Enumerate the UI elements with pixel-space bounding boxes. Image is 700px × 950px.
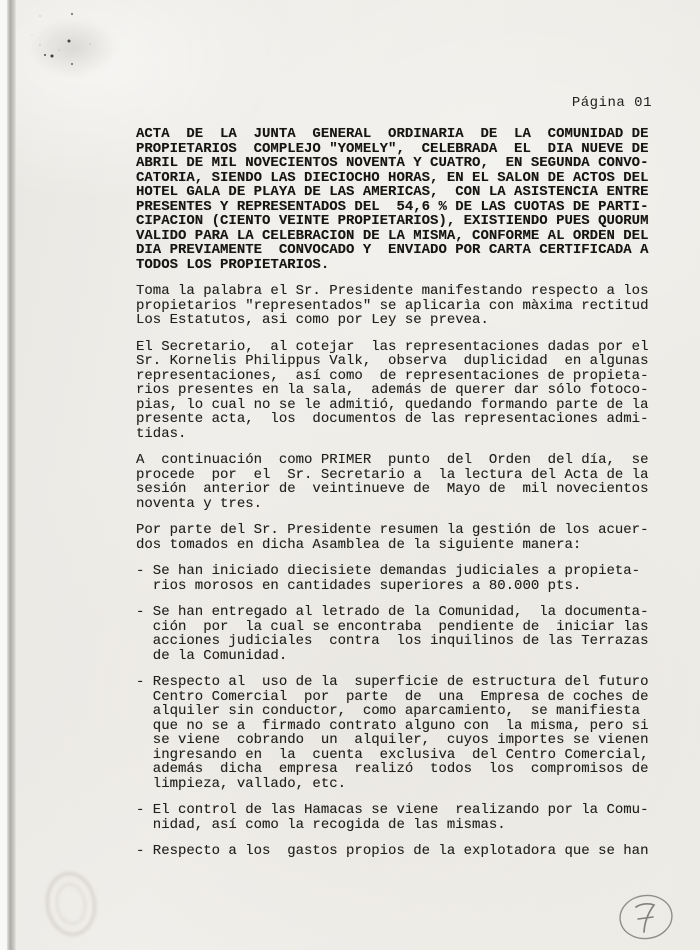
document-line: ACTA DE LA JUNTA GENERAL ORDINARIA DE LA COMUNIDAD DE bbox=[136, 126, 649, 142]
document-line: procede por el Sr. Secretario a la lectura del Acta de la bbox=[136, 466, 649, 483]
document-line: ción por la cual se encontraba pendiente de iniciar las bbox=[136, 618, 649, 635]
document-line: DIA PREVIAMENTE CONVOCADO Y ENVIADO POR CARTA CERTIFICADA A bbox=[136, 242, 649, 258]
document-line: acciones judiciales contra los inquilinos de las Terrazas bbox=[136, 633, 649, 649]
presidente-statement bbox=[136, 284, 652, 328]
document-line: - Se han iniciado diecisiete demandas judiciales a propieta- bbox=[136, 563, 641, 579]
bullet-item-centro-comercial bbox=[136, 675, 652, 791]
document-line: nidad, así como la recogida de las mismas. bbox=[136, 816, 506, 833]
primer-punto bbox=[136, 453, 652, 511]
document-line: presente acta, los documentos de las representaciones admi- bbox=[136, 411, 649, 427]
document-line: Por parte del Sr. Presidente resumen la gestión de los acuer- bbox=[136, 522, 649, 538]
document-line: pias, lo cual no se le admitió, quedando formando parte de la bbox=[136, 396, 649, 413]
document-line: alquiler sin conductor, como aparcamiento, se manifiesta bbox=[136, 703, 641, 719]
pencil-circle bbox=[618, 892, 675, 941]
bullet-item-hamacas bbox=[136, 803, 652, 832]
document-line: El Secretario, al cotejar las representaciones dadas por el bbox=[136, 338, 649, 355]
bullet-item-letrado bbox=[136, 605, 652, 663]
secretario-statement bbox=[136, 340, 652, 442]
document-line: ingresando en la cuenta exclusiva del Centro Comercial, bbox=[136, 746, 649, 763]
bullet-item-demandas bbox=[136, 564, 652, 593]
scanner-bed-strip bbox=[0, 0, 7, 950]
document-line: limpieza, vallado, etc. bbox=[136, 775, 347, 792]
document-line: tidas. bbox=[136, 425, 187, 442]
document-line: representaciones, así como de representaciones de propieta- bbox=[136, 367, 649, 384]
document-line: - El control de las Hamacas se viene realizando por la Comu- bbox=[136, 802, 649, 818]
corner-smudge bbox=[28, 18, 118, 78]
document-line: además dicha empresa realizó todos los compromisos de bbox=[136, 761, 649, 777]
document-body bbox=[136, 127, 652, 859]
page-edge-shadow bbox=[7, 0, 16, 950]
document-line: Sr. Kornelis Philippus Valk, observa duplicidad en algunas bbox=[136, 353, 649, 369]
embossed-stamp bbox=[42, 869, 100, 939]
document-line: Centro Comercial por parte de una Empresa de coches de bbox=[136, 688, 649, 705]
gestion-resumen bbox=[136, 523, 652, 552]
document-line: noventa y tres. bbox=[136, 495, 263, 512]
document-line: VALIDO PARA LA CELEBRACION DE LA MISMA, CONFORME AL ORDEN DEL bbox=[136, 227, 649, 244]
document-line: PROPIETARIOS COMPLEJO "YOMELY", CELEBRADA EL DIA NUEVE DE bbox=[136, 140, 649, 157]
document-line: dos tomados en dicha Asamblea de la siguiente manera: bbox=[136, 536, 582, 553]
document-line: propietarios "representados" se aplicarìa con màxima rectitud bbox=[136, 297, 649, 314]
document-line: - Respecto al uso de la superficie de estructura del futuro bbox=[136, 674, 649, 690]
document-line: CIPACION (CIENTO VEINTE PROPIETARIOS), EXISTIENDO PUES QUORUM bbox=[136, 213, 649, 229]
embossed-stamp-inner bbox=[53, 881, 89, 927]
document-line: - Se han entregado al letrado de la Comunidad, la documenta- bbox=[136, 604, 649, 620]
document-line: se viene cobrando un alquiler, cuyos importes se vienen bbox=[136, 732, 649, 748]
handwritten-seven-crossbar bbox=[638, 917, 653, 919]
document-line: rios morosos en cantidades superiores a 80.000 pts. bbox=[136, 577, 582, 594]
document-line: PRESENTES Y REPRESENTADOS DEL 54,6 % DE LAS CUOTAS DE PARTI- bbox=[136, 198, 649, 215]
handwritten-page-number-circle bbox=[613, 892, 677, 944]
document-line: - Respecto a los gastos propios de la explotadora que se han bbox=[136, 843, 649, 859]
document-content bbox=[136, 95, 652, 871]
document-line: A continuación como PRIMER punto del Orden del día, se bbox=[136, 452, 649, 468]
document-line: que no se a firmado contrato alguno con la misma, pero si bbox=[136, 717, 649, 734]
document-line: de la Comunidad. bbox=[136, 647, 288, 664]
staple-marks bbox=[0, 0, 4, 4]
document-line: sesión anterior de veintinueve de Mayo de mil novecientos bbox=[136, 481, 649, 497]
acta-heading bbox=[136, 127, 652, 272]
bullet-item-gastos bbox=[136, 844, 652, 859]
document-line: CATORIA, SIENDO LAS DIECIOCHO HORAS, EN EL SALON DE ACTOS DEL bbox=[136, 169, 649, 186]
document-line: ABRIL DE MIL NOVECIENTOS NOVENTA Y CUATRO, EN SEGUNDA CONVO- bbox=[136, 155, 649, 171]
document-line: Toma la palabra el Sr. Presidente manifestando respecto a los bbox=[136, 283, 649, 299]
document-line: rios presentes en la sala, además de querer dar sólo fotoco- bbox=[136, 382, 649, 398]
document-line: TODOS LOS PROPIETARIOS. bbox=[136, 256, 330, 273]
document-line: Los Estatutos, asi como por Ley se prevea. bbox=[136, 312, 489, 328]
page-header: Página 01 bbox=[571, 95, 652, 111]
document-line: HOTEL GALA DE PLAYA DE LAS AMERICAS, CON LA ASISTENCIA ENTRE bbox=[136, 184, 649, 200]
